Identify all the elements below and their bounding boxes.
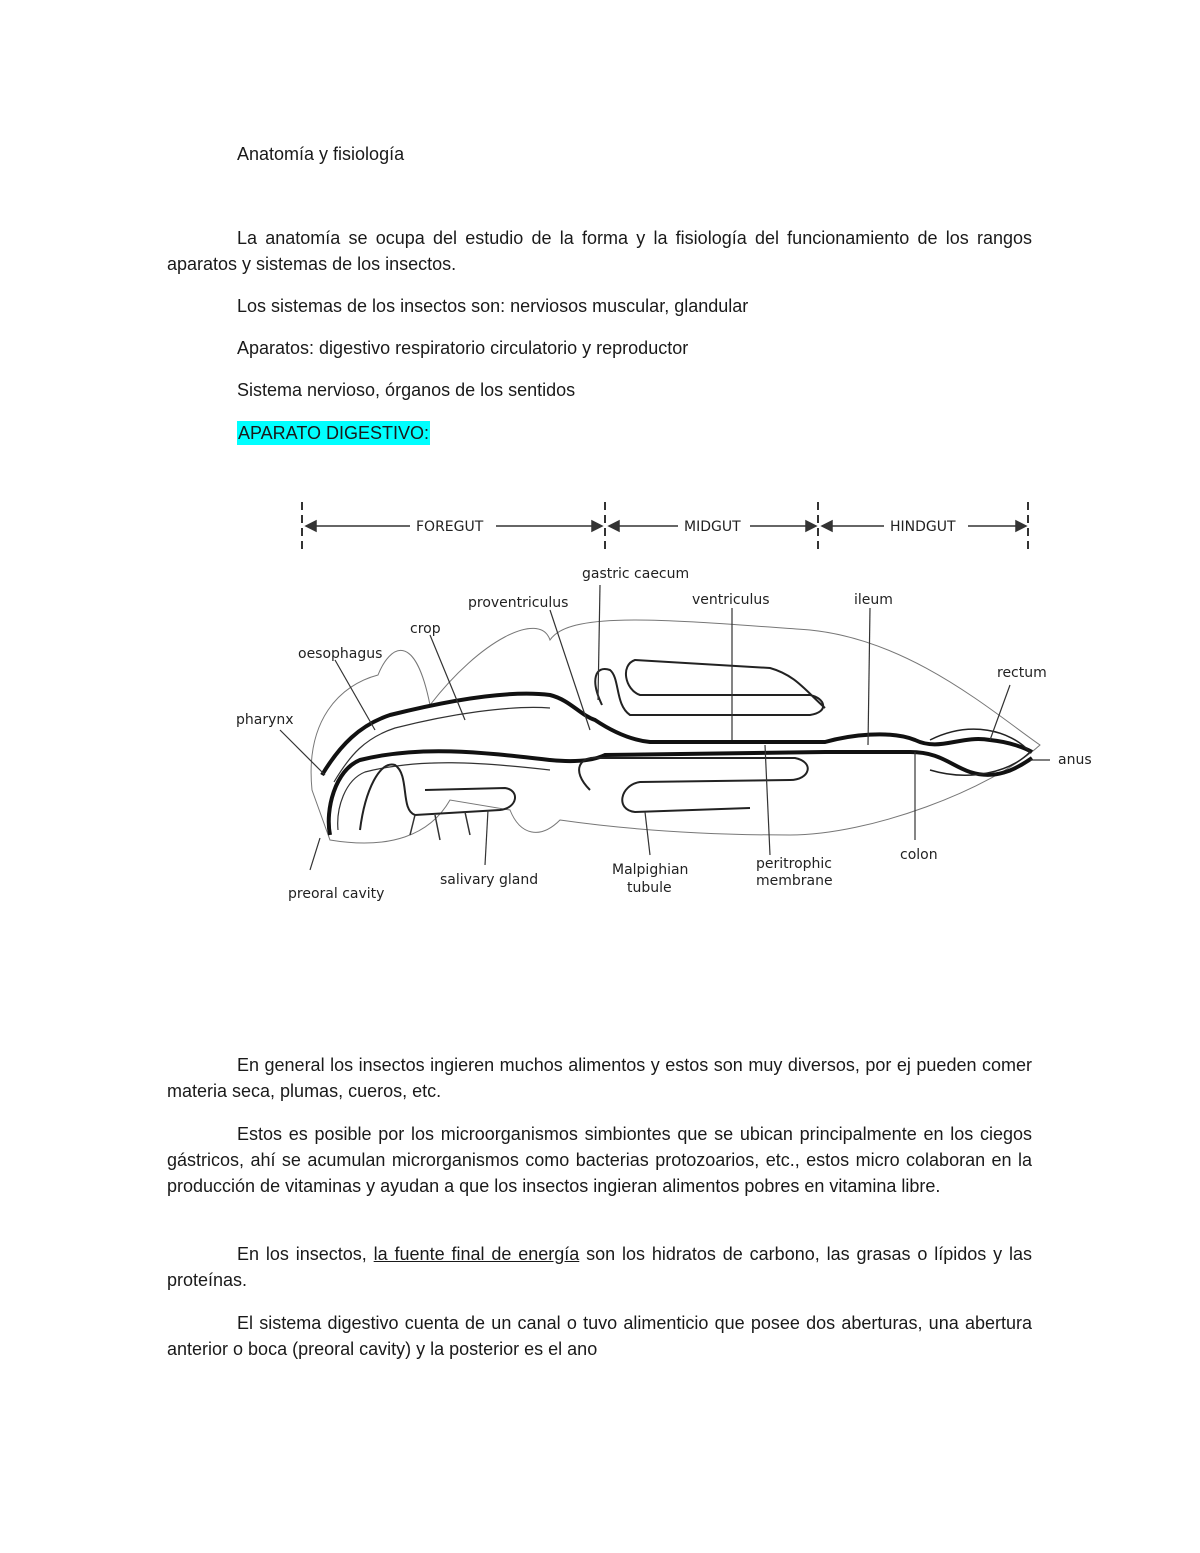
label-rectum: rectum — [997, 665, 1047, 681]
body-outline — [311, 620, 1040, 843]
label-salivary-gland: salivary gland — [440, 872, 539, 888]
paragraph-digestive-canal: El sistema digestivo cuenta de un canal o tuvo alimenticio que posee dos aberturas, una abertura anterior o boca (preoral cavity) y la posterior es el ano — [167, 1313, 1032, 1359]
salivary-gland — [360, 764, 515, 830]
paragraph-anatomy-definition: La anatomía se ocupa del estudio de la forma y la fisiología del funcionamiento de los rangos aparatos y sistemas de los insectos. — [167, 228, 1032, 274]
label-midgut: MIDGUT — [684, 519, 741, 535]
label-pharynx: pharynx — [236, 712, 294, 728]
label-tubule: tubule — [627, 880, 672, 896]
label-proventriculus: proventriculus — [468, 595, 569, 611]
label-preoral-cavity: preoral cavity — [288, 886, 385, 902]
paragraph-energy-source — [167, 1241, 1032, 1293]
section-heading-wrapper — [237, 420, 1032, 446]
label-anus: anus — [1058, 752, 1092, 768]
midgut-upper-loop — [595, 660, 825, 715]
label-hindgut: HINDGUT — [890, 519, 956, 535]
energy-text-before: En los insectos, — [237, 1244, 374, 1264]
gut-lower-wall — [329, 751, 1032, 835]
document-title: Anatomía y fisiología — [237, 144, 405, 164]
label-peritrophic: peritrophic — [756, 856, 832, 872]
label-malpighian: Malpighian — [612, 862, 689, 878]
paragraph-feeding: En general los insectos ingieren muchos alimentos y estos son muy diversos, por ej pueden comer materia seca, plumas, cueros, etc. — [167, 1055, 1032, 1101]
section-heading-digestive: APARATO DIGESTIVO: — [238, 423, 430, 443]
label-oesophagus: oesophagus — [298, 646, 383, 662]
paragraph-microorganisms: Estos es posible por los microorganismos simbiontes que se ubican principalmente en los ciegos gástricos, ahí se acumulan microrganismos como bacterias protozoarios, etc., estos micro colaboran en la producción de vitaminas y ayudan a que los insectos ingieran alimentos pobres en vitamina libre. — [167, 1124, 1032, 1196]
label-membrane: membrane — [756, 873, 833, 889]
label-crop: crop — [410, 621, 441, 637]
label-gastric-caecum: gastric caecum — [582, 566, 690, 582]
label-foregut: FOREGUT — [416, 519, 484, 535]
energy-text-underlined: la fuente final de energía — [373, 1244, 580, 1264]
line-insect-systems: Los sistemas de los insectos son: nerviosos muscular, glandular — [237, 296, 749, 316]
line-nervous-system: Sistema nervioso, órganos de los sentidos — [237, 380, 576, 400]
line-insect-apparatus: Aparatos: digestivo respiratorio circulatorio y reproductor — [237, 338, 689, 358]
label-colon: colon — [900, 847, 938, 863]
midgut-lower-loop — [579, 758, 808, 812]
label-ventriculus: ventriculus — [692, 592, 770, 608]
energy-text-after: son los hidratos de carbono, las grasas o lípidos y las proteínas. — [167, 1244, 1032, 1290]
label-ileum: ileum — [854, 592, 893, 608]
digestive-system-diagram — [236, 490, 1110, 910]
